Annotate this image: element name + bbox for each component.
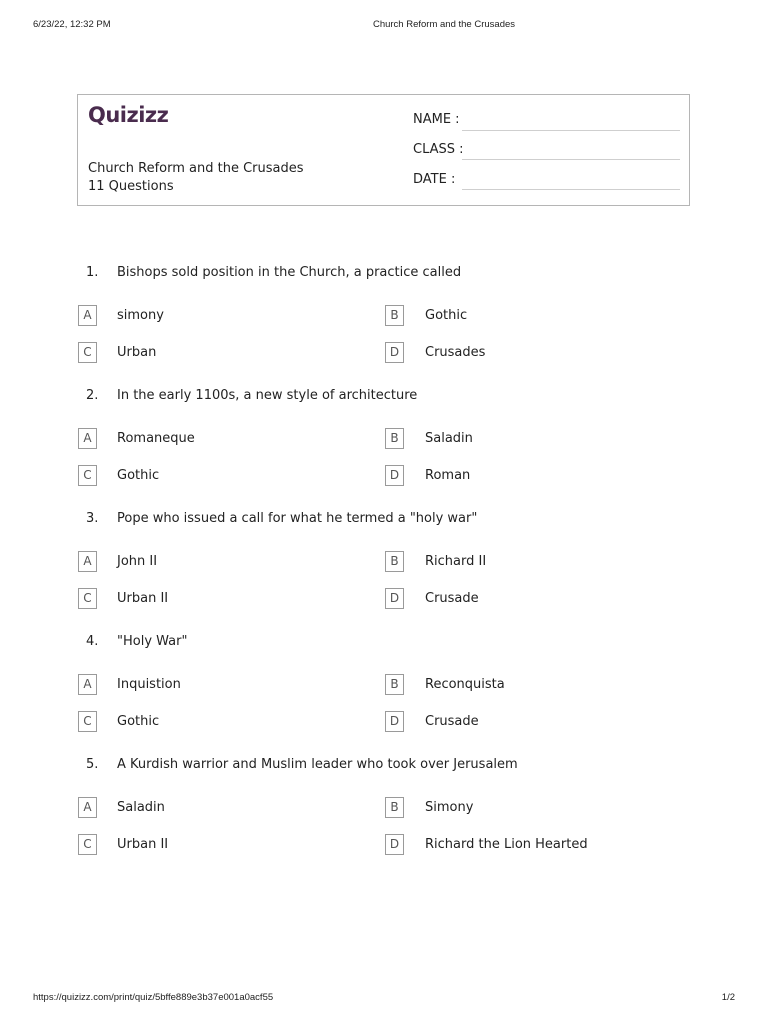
print-url: https://quizizz.com/print/quiz/5bffe889e3b37e001a0acf55 bbox=[33, 992, 274, 1003]
option-d-box[interactable]: D bbox=[385, 834, 404, 855]
option-c-text: Gothic bbox=[117, 468, 160, 483]
question-text: Pope who issued a call for what he termed a "holy war" bbox=[117, 511, 478, 526]
option-b-text: Saladin bbox=[425, 431, 473, 446]
option-d-text: Crusades bbox=[425, 345, 486, 360]
option-a-text: John II bbox=[117, 554, 158, 569]
option-c-text: Urban II bbox=[117, 591, 169, 606]
option-d-text: Crusade bbox=[425, 591, 479, 606]
option-d-box[interactable]: D bbox=[385, 588, 404, 609]
question-number: 5. bbox=[86, 757, 99, 772]
option-c-text: Urban II bbox=[117, 837, 169, 852]
question-number: 4. bbox=[86, 634, 99, 649]
option-c-text: Gothic bbox=[117, 714, 160, 729]
option-d-text: Roman bbox=[425, 468, 471, 483]
question-text: "Holy War" bbox=[117, 634, 188, 649]
class-label: CLASS : bbox=[413, 142, 464, 157]
option-a-text: Inquistion bbox=[117, 677, 181, 692]
option-b-text: Reconquista bbox=[425, 677, 505, 692]
option-c-box[interactable]: C bbox=[78, 465, 97, 486]
option-d-text: Crusade bbox=[425, 714, 479, 729]
question-count: 11 Questions bbox=[88, 179, 174, 194]
option-c-box[interactable]: C bbox=[78, 711, 97, 732]
option-a-box[interactable]: A bbox=[78, 674, 97, 695]
option-a-text: Romaneque bbox=[117, 431, 195, 446]
option-a-text: Saladin bbox=[117, 800, 165, 815]
class-field-line[interactable] bbox=[462, 159, 680, 160]
option-a-box[interactable]: A bbox=[78, 551, 97, 572]
option-b-box[interactable]: B bbox=[385, 428, 404, 449]
print-page-number: 1/2 bbox=[721, 992, 735, 1003]
date-label: DATE : bbox=[413, 172, 456, 187]
option-b-box[interactable]: B bbox=[385, 305, 404, 326]
option-c-box[interactable]: C bbox=[78, 342, 97, 363]
option-b-text: Simony bbox=[425, 800, 474, 815]
option-a-box[interactable]: A bbox=[78, 305, 97, 326]
name-field-line[interactable] bbox=[462, 130, 680, 131]
question-text: A Kurdish warrior and Muslim leader who took over Jerusalem bbox=[117, 757, 518, 772]
option-d-box[interactable]: D bbox=[385, 711, 404, 732]
question-number: 1. bbox=[86, 265, 99, 280]
option-b-box[interactable]: B bbox=[385, 797, 404, 818]
option-c-box[interactable]: C bbox=[78, 834, 97, 855]
quiz-title: Church Reform and the Crusades bbox=[88, 161, 304, 176]
name-label: NAME : bbox=[413, 112, 460, 127]
option-c-text: Urban bbox=[117, 345, 157, 360]
option-b-box[interactable]: B bbox=[385, 551, 404, 572]
option-b-text: Richard II bbox=[425, 554, 487, 569]
option-d-box[interactable]: D bbox=[385, 465, 404, 486]
option-d-text: Richard the Lion Hearted bbox=[425, 837, 588, 852]
option-d-box[interactable]: D bbox=[385, 342, 404, 363]
question-text: In the early 1100s, a new style of architecture bbox=[117, 388, 418, 403]
option-b-text: Gothic bbox=[425, 308, 468, 323]
date-field-line[interactable] bbox=[462, 189, 680, 190]
print-title: Church Reform and the Crusades bbox=[372, 19, 516, 30]
option-c-box[interactable]: C bbox=[78, 588, 97, 609]
question-number: 3. bbox=[86, 511, 99, 526]
option-b-box[interactable]: B bbox=[385, 674, 404, 695]
print-datetime: 6/23/22, 12:32 PM bbox=[33, 19, 111, 30]
option-a-text: simony bbox=[117, 308, 164, 323]
quizizz-logo: Quizizz bbox=[88, 103, 169, 127]
option-a-box[interactable]: A bbox=[78, 428, 97, 449]
quiz-header-box bbox=[77, 94, 690, 206]
question-text: Bishops sold position in the Church, a practice called bbox=[117, 265, 462, 280]
question-number: 2. bbox=[86, 388, 99, 403]
option-a-box[interactable]: A bbox=[78, 797, 97, 818]
